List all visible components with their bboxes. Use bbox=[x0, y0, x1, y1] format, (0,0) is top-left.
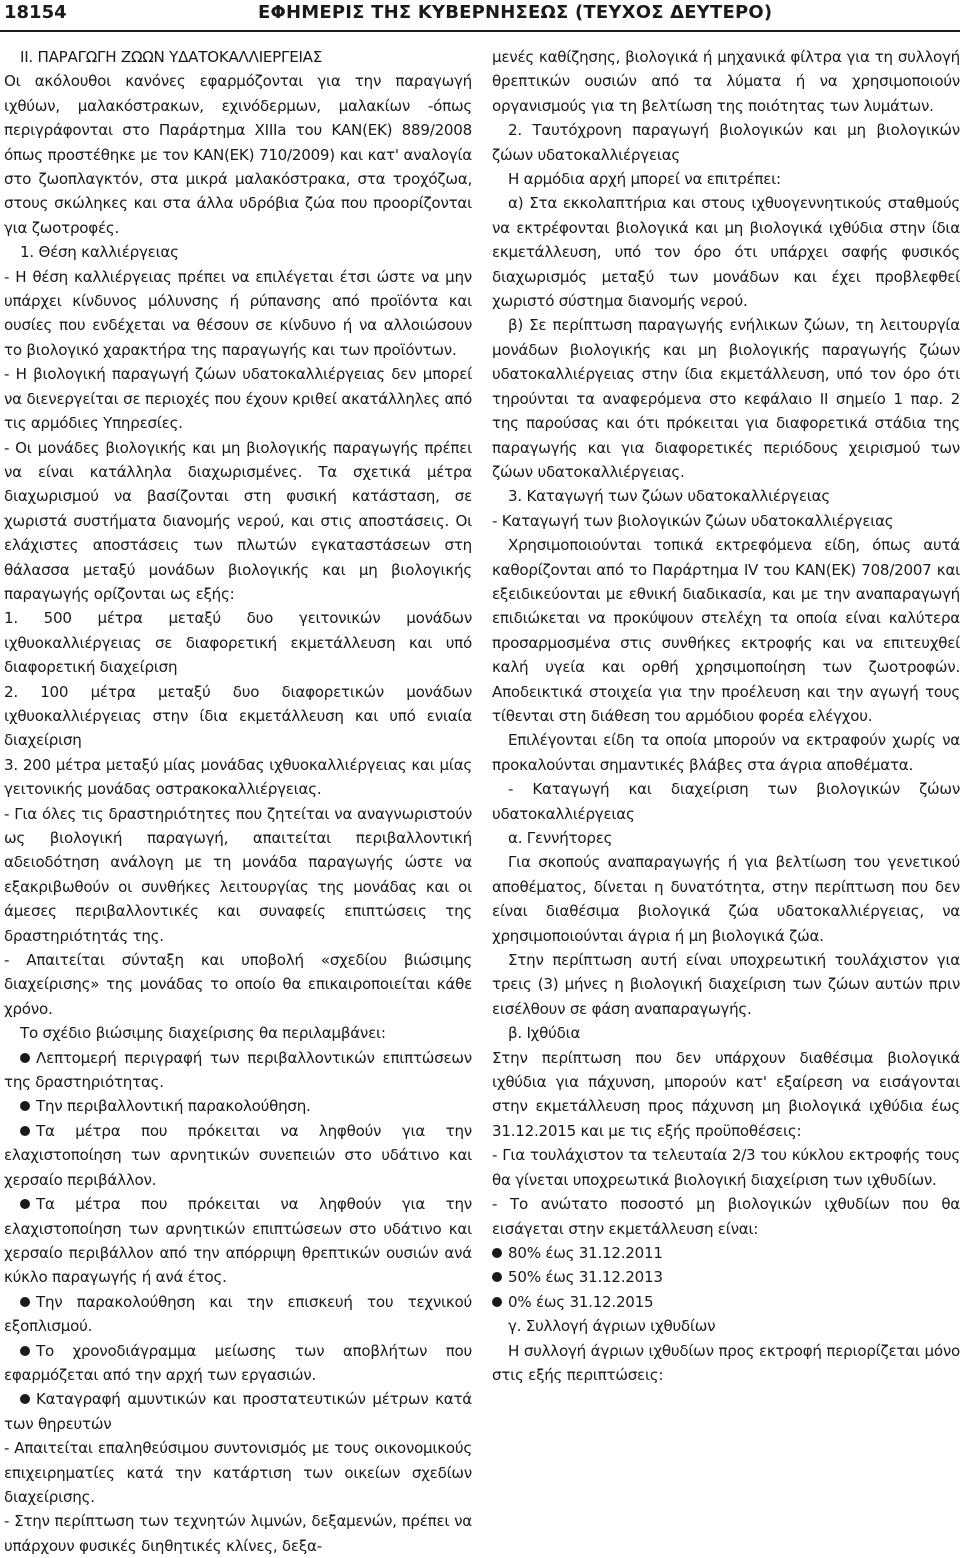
page-header bbox=[0, 0, 960, 32]
paragraph: μενές καθίζησης, βιολογικά ή μηχανικά φίλτρα για τη συλλογή θρεπτικών ουσιών από τα λύματα ή να χρησιμοποιούν οργανισμούς για τη βελτίωση της ποιότητας των λυμάτων. bbox=[492, 48, 960, 115]
paragraph: α) Στα εκκολαπτήρια και στους ιχθυογεννητικούς σταθμούς να εκτρέφονται βιολογικά και μη βιολογικά ιχθύδια στην ίδια εκμετάλλευση, υπό τον όρο ότι υπάρχει σαφής φυσικός διαχωρισμός μεταξύ των μονάδων και έχει προβλεφθεί χωριστό σύστημα διανομής νερού. bbox=[492, 194, 960, 311]
page-number: 18154 bbox=[4, 2, 67, 23]
paragraph: Η αρμόδια αρχή μπορεί να επιτρέπει: bbox=[508, 170, 781, 189]
subheading: α. Γεννήτορες bbox=[508, 829, 613, 847]
bullet-item: Λεπτομερή περιγραφή των περιβαλλοντικών επιπτώσεων της δραστηριότητας. bbox=[4, 1046, 472, 1095]
section-heading: II. ΠΑΡΑΓΩΓΗ ΖΩΩΝ ΥΔΑΤΟΚΑΛΛΙΕΡΓΕΙΑΣ bbox=[20, 48, 323, 66]
numbered-item: 2. 100 μέτρα μεταξύ δυο διαφορετικών μονάδων ιχθυοκαλλιέργειας στην ίδια εκμετάλλευση και υπό ενιαία διαχείριση bbox=[4, 682, 472, 750]
bullet-item: 50% έως 31.12.2013 bbox=[492, 1265, 960, 1289]
paragraph: - Στην περίπτωση των τεχνητών λιμνών, δεξαμενών, πρέπει να υπάρχουν φυσικές διηθητικές κλίνες, δεξα- bbox=[4, 1512, 472, 1555]
paragraph: - Για τουλάχιστον τα τελευταία 2/3 του κύκλου εκτροφής τους θα γίνεται υποχρεωτικά βιολογική διαχείριση των ιχθυδίων. bbox=[492, 1146, 960, 1189]
paragraph: Χρησιμοποιούνται τοπικά εκτρεφόμενα είδη, όπως αυτά καθορίζονται από το Παράρτημα IV του ΚΑΝ(ΕΚ) 708/2007 και εξειδικεύονται με εθνική διαδικασία, και με την αναπαραγωγή επιδιώκεται να προκύψουν στελέχη τα οποία είναι καλύτερα προσαρμοσμένα στις συνθήκες εκτροφής και να επιτευχθεί καλή υγεία και ορθή χρησιμοποίηση των ζωοτροφών. Αποδεικτικά στοιχεία για την προέλευση και την αγωγή τους τίθενται στη διάθεση του αρμόδιου φορέα ελέγχου. bbox=[492, 536, 960, 725]
right-column bbox=[492, 45, 960, 1387]
numbered-item: 3. 200 μέτρα μεταξύ μίας μονάδας ιχθυοκαλλιέργειας και μίας γειτονικής μονάδας οστρακοκαλλιέργειας. bbox=[4, 755, 472, 799]
paragraph: - Καταγωγή και διαχείριση των βιολογικών ζώων υδατοκαλλιέργειας bbox=[492, 780, 960, 823]
subsection-heading: 3. Καταγωγή των ζώων υδατοκαλλιέργειας bbox=[508, 487, 830, 506]
paragraph: - Οι μονάδες βιολογικής και μη βιολογικής παραγωγής πρέπει να είναι κατάλληλα διαχωρισμένες. Τα σχετικά μέτρα διαχωρισμού να βασίζονται στη φυσική κατάσταση, σε χωριστά συστήματα διανομής νερού, και στις αποστάσεις. Οι ελάχιστες αποστάσεις των πλωτών εγκαταστάσεων στη θάλασσα μεταξύ μονάδων βιολογικής και μη βιολογικής παραγωγής ορίζονται ως εξής: bbox=[4, 438, 472, 603]
paragraph: Για σκοπούς αναπαραγωγής ή για βελτίωση του γενετικού αποθέματος, δίνεται η δυνατότητα, στην περίπτωση που δεν είναι διαθέσιμα βιολογικά ζώα υδατοκαλλιέργειας, να χρησιμοποιούνται άγρια ή μη βιολογικά ζώα. bbox=[492, 853, 960, 945]
bullet-item: Καταγραφή αμυντικών και προστατευτικών μέτρων κατά των θηρευτών bbox=[4, 1387, 472, 1436]
bullet-item: 80% έως 31.12.2011 bbox=[492, 1241, 960, 1265]
paragraph: Οι ακόλουθοι κανόνες εφαρμόζονται για την παραγωγή ιχθύων, μαλακόστρακων, εχινόδερμων, μαλακίων -όπως περιγράφονται στο Παράρτημα XIIIa του ΚΑΝ(ΕΚ) 889/2008 όπως προστέθηκε με τον ΚΑΝ(ΕΚ) 710/2009) και κατ' αναλογία στο ζωοπλαγκτόν, στα μικρά μαλακόστρακα, στα τροχόζωα, στους σκώληκες και στα άλλα υδρόβια ζώα που προορίζονται για ζωοτροφές. bbox=[4, 72, 472, 237]
numbered-item: 1. 500 μέτρα μεταξύ δυο γειτονικών μονάδων ιχθυοκαλλιέργειας σε διαφορετική εκμετάλλευση και υπό διαφορετική διαχείριση bbox=[4, 609, 472, 677]
subheading: γ. Συλλογή άγριων ιχθυδίων bbox=[508, 1317, 716, 1336]
subheading: β. Ιχθύδια bbox=[508, 1024, 581, 1043]
subsection-heading: 1. Θέση καλλιέργειας bbox=[20, 243, 179, 262]
paragraph: Η συλλογή άγριων ιχθυδίων προς εκτροφή περιορίζεται μόνο στις εξής περιπτώσεις: bbox=[492, 1341, 960, 1384]
paragraph: - Καταγωγή των βιολογικών ζώων υδατοκαλλιέργειας bbox=[492, 511, 894, 530]
bullet-item: Την παρακολούθηση και την επισκευή του τεχνικού εξοπλισμού. bbox=[4, 1290, 472, 1339]
paragraph: Το σχέδιο βιώσιμης διαχείρισης θα περιλαμβάνει: bbox=[20, 1024, 386, 1043]
paragraph: - Η βιολογική παραγωγή ζώων υδατοκαλλιέργειας δεν μπορεί να διενεργείται σε περιοχές που έχουν κριθεί ακατάλληλες από τις αρμόδιες Υπηρεσίες. bbox=[4, 365, 472, 433]
paragraph: - Η θέση καλλιέργειας πρέπει να επιλέγεται έτσι ώστε να μην υπάρχει κίνδυνος μόλυνσης ή ρύπανσης από προϊόντα και ουσίες που ενδέχεται να θέσουν σε κίνδυνο ή να αλλοιώσουν το βιολογικό χαρακτήρα της παραγωγής και των προϊόντων. bbox=[4, 267, 472, 359]
paragraph: Επιλέγονται είδη τα οποία μπορούν να εκτραφούν χωρίς να προκαλούνται σημαντικές βλάβες στα άγρια αποθέματα. bbox=[492, 731, 960, 774]
bullet-item: Τα μέτρα που πρόκειται να ληφθούν για την ελαχιστοποίηση των αρνητικών επιπτώσεων στο υδάτινο και χερσαίο περιβάλλον από την απόρριψη θρεπτικών ουσιών ανά κύκλο παραγωγής ή ανά έτος. bbox=[4, 1192, 472, 1290]
left-column bbox=[4, 45, 472, 1558]
paragraph: - Το ανώτατο ποσοστό μη βιολογικών ιχθυδίων που θα εισάγεται στην εκμετάλλευση είναι: bbox=[492, 1195, 960, 1238]
bullet-item: Τα μέτρα που πρόκειται να ληφθούν για την ελαχιστοποίηση των αρνητικών συνεπειών στο υδάτινο και χερσαίο περιβάλλον. bbox=[4, 1119, 472, 1192]
bullet-item: Την περιβαλλοντική παρακολούθηση. bbox=[4, 1094, 472, 1118]
bullet-item: Το χρονοδιάγραμμα μείωσης των αποβλήτων που εφαρμόζεται από την αρχή των εργασιών. bbox=[4, 1339, 472, 1388]
paragraph: Στην περίπτωση αυτή είναι υποχρεωτική τουλάχιστον για τρεις (3) μήνες η βιολογική διαχείριση των ζώων αυτών πριν εισέλθουν σε φάση αναπαραγωγής. bbox=[492, 951, 960, 1018]
paragraph: - Απαιτείται σύνταξη και υποβολή «σχεδίου βιώσιμης διαχείρισης» της μονάδας το οποίο θα επικαιροποιείται κάθε χρόνο. bbox=[4, 951, 472, 1018]
paragraph: - Για όλες τις δραστηριότητες που ζητείται να αναγνωριστούν ως βιολογική παραγωγή, απαιτείται περιβαλλοντική αδειοδότηση ανάλογη με τη μονάδα παραγωγής ώστε να εξακριβωθούν οι συνθήκες λειτουργίας της μονάδας και οι άμεσες περιβαλλοντικές και συναφείς επιπτώσεις της δραστηριότητάς της. bbox=[4, 804, 472, 945]
paragraph: Στην περίπτωση που δεν υπάρχουν διαθέσιμα βιολογικά ιχθύδια για πάχυνση, μπορούν κατ' εξαίρεση να εισάγονται στην εκμετάλλευση προς πάχυνση μη βιολογικά ιχθύδια έως 31.12.2015 και με τις εξής προϋποθέσεις: bbox=[492, 1048, 960, 1140]
subsection-heading: 2. Ταυτόχρονη παραγωγή βιολογικών και μη βιολογικών ζώων υδατοκαλλιέργειας bbox=[492, 121, 960, 164]
paragraph: β) Σε περίπτωση παραγωγής ενήλικων ζώων, τη λειτουργία μονάδων βιολογικής και μη βιολογικής παραγωγής ζώων υδατοκαλλιέργειας στην ίδια εκμετάλλευση, υπό τον όρο ότι τηρούνται τα αναφερόμενα στο κεφάλαιο ΙΙ σημείο 1 παρ. 2 της παρούσας και ότι πρόκειται για διαφορετικά στάδια της παραγωγής και για διαφορετικές περιόδους χειρισμού των ζώων υδατοκαλλιέργειας. bbox=[492, 316, 960, 481]
paragraph: - Απαιτείται επαληθεύσιμου συντονισμός με τους οικονομικούς επιχειρηματίες κατά την κατάρτιση των οικείων σχεδίων διαχείρισης. bbox=[4, 1439, 472, 1506]
bullet-item: 0% έως 31.12.2015 bbox=[492, 1290, 960, 1314]
gazette-title: ΕΦΗΜΕΡΙΣ ΤΗΣ ΚΥΒΕΡΝΗΣΕΩΣ (ΤΕΥΧΟΣ ΔΕΥΤΕΡΟ) bbox=[258, 2, 773, 23]
